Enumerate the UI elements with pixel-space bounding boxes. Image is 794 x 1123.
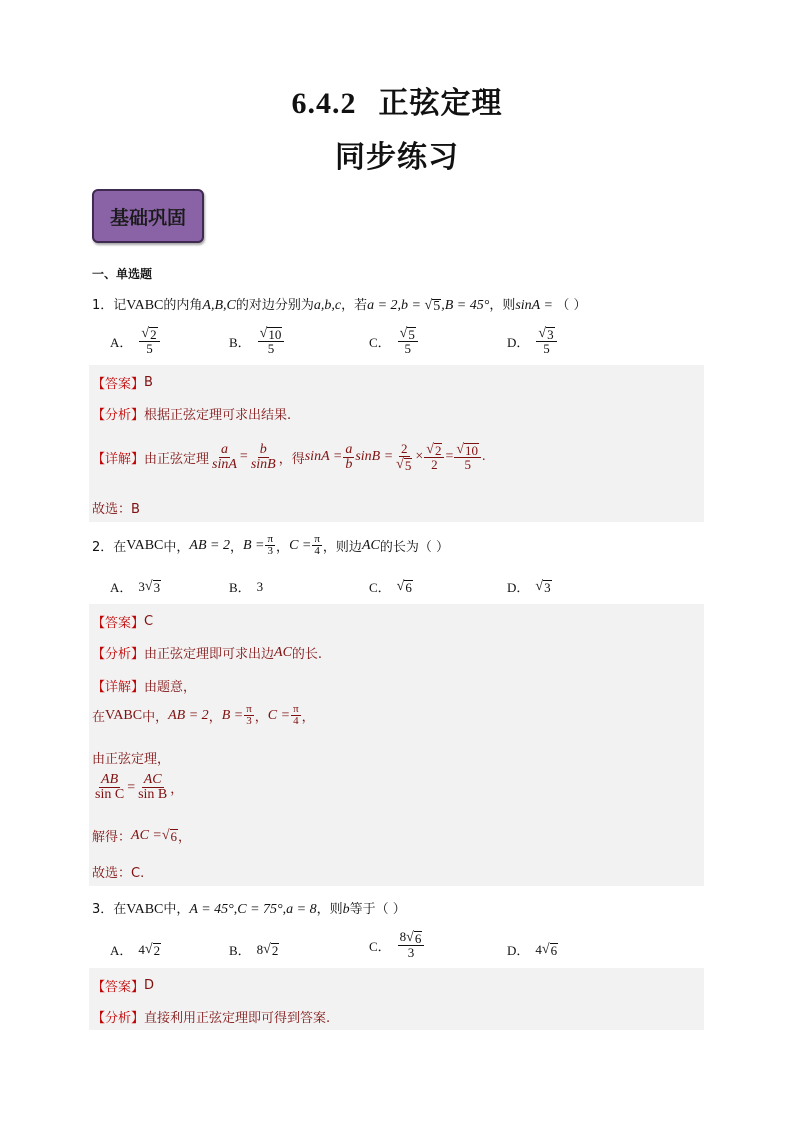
stem-text: 的内角 xyxy=(163,298,203,313)
denominator: 3 xyxy=(267,545,274,557)
denominator: sin B xyxy=(138,787,168,802)
option-label: C． xyxy=(369,334,391,350)
answer-tag: 【答案】 xyxy=(92,980,145,995)
stem-text: 在 xyxy=(113,902,127,917)
radicand: 6 xyxy=(170,828,178,844)
option-b[interactable]: B． 8 √ 2 xyxy=(229,941,279,958)
coefficient: 4 xyxy=(535,941,542,957)
analysis-text: 根据正弦定理可求出结果. xyxy=(144,408,292,423)
question-number: 2． xyxy=(92,540,114,555)
option-value: 3 xyxy=(256,578,264,594)
radicand: 6 xyxy=(405,579,412,595)
math-triangle: VABC xyxy=(126,537,164,553)
math-expr: C = xyxy=(267,707,291,723)
page-title xyxy=(0,78,794,122)
math-expr: sinB = xyxy=(355,449,394,464)
detail-text: ， xyxy=(170,782,184,797)
stem-text: 在 xyxy=(113,540,127,555)
stem-text: 记 xyxy=(113,298,127,313)
section-number: 6.4.2 xyxy=(291,87,357,120)
fraction xyxy=(291,704,301,727)
analysis-tag: 【分析】 xyxy=(92,408,145,423)
math-var: b xyxy=(342,902,350,917)
sqrt: √ 5 xyxy=(424,298,441,314)
detail-text: 由题意， xyxy=(144,680,197,695)
radicand: 5 xyxy=(408,327,415,342)
option-label: C． xyxy=(369,580,391,595)
denominator: b xyxy=(345,456,353,472)
analysis-line-1 xyxy=(92,404,291,423)
option-label: D． xyxy=(507,580,530,595)
question-number: 3． xyxy=(92,902,114,917)
numerator: a xyxy=(220,441,228,457)
denominator: 2 xyxy=(431,457,438,472)
option-d[interactable]: D． 4 √ 6 xyxy=(507,941,558,958)
numerator: π xyxy=(293,703,299,715)
denominator: sinB xyxy=(250,456,276,472)
detail-line-2b xyxy=(92,704,315,727)
stem-text: ， xyxy=(276,540,290,555)
answer-tag: 【答案】 xyxy=(92,377,145,392)
option-label: C． xyxy=(369,938,391,954)
detail-text: 由正弦定理 xyxy=(144,451,210,467)
denominator: 4 xyxy=(293,715,299,727)
answer-line-1 xyxy=(92,373,153,392)
option-label: A． xyxy=(110,580,133,595)
math-expr: AC = xyxy=(131,827,162,843)
coefficient: 4 xyxy=(138,941,145,957)
fraction: √ 5 5 xyxy=(398,326,418,356)
answer-line-3 xyxy=(92,976,154,995)
fraction xyxy=(343,443,354,472)
fraction: √ 2 2 xyxy=(424,442,444,472)
denominator: 3 xyxy=(246,715,252,727)
math-expr: sinA = xyxy=(515,298,557,313)
detail-text: ， xyxy=(301,710,315,725)
fraction xyxy=(249,443,278,472)
radicand: 3 xyxy=(544,579,551,595)
option-c[interactable] xyxy=(369,326,419,356)
math-expr: AB = 2 xyxy=(168,707,209,723)
question-1-stem xyxy=(92,294,587,314)
radicand: 2 xyxy=(434,443,442,458)
fraction xyxy=(265,534,275,557)
fraction: 8 √ 6 3 xyxy=(398,930,425,960)
numerator: π xyxy=(314,533,320,545)
radicand: 3 xyxy=(547,327,554,342)
denominator: 5 xyxy=(543,341,550,356)
math-vars: a,b,c xyxy=(313,298,342,313)
radicand: 5 xyxy=(404,458,412,473)
answer-line-2 xyxy=(92,612,153,631)
option-a[interactable] xyxy=(110,326,161,356)
answer-tag: 【答案】 xyxy=(92,616,145,631)
math-var: AC xyxy=(274,644,292,660)
option-c[interactable] xyxy=(369,930,425,960)
stem-text: ，则 xyxy=(316,902,343,917)
detail-text: 中， xyxy=(142,710,169,725)
detail-text: ， xyxy=(178,830,192,845)
option-d[interactable]: D． √ 3 xyxy=(507,578,551,595)
analysis-tag: 【分析】 xyxy=(92,1011,145,1026)
math-expr: AB = 2 xyxy=(189,537,230,553)
math-triangle: VABC xyxy=(126,298,164,313)
numerator: 2 xyxy=(401,441,408,456)
option-d[interactable] xyxy=(507,326,558,356)
math-expr: sinA = xyxy=(304,449,343,464)
fraction xyxy=(136,773,169,802)
answer-value: C xyxy=(144,614,154,629)
math-expr: C = 75° xyxy=(237,902,283,917)
numerator: π xyxy=(246,703,252,715)
numerator: π xyxy=(267,533,274,545)
detail-text: 在 xyxy=(92,710,106,725)
times-sign: × xyxy=(415,449,424,464)
denominator: sin C xyxy=(95,787,125,802)
radicand: 6 xyxy=(550,942,558,958)
stem-text: 中， xyxy=(163,540,190,555)
denominator: 5 xyxy=(267,341,275,356)
math-expr: a = 8 xyxy=(286,902,317,917)
radicand: 2 xyxy=(153,942,161,958)
numerator: a xyxy=(345,441,353,457)
fraction xyxy=(312,534,322,557)
stem-text: （ ） xyxy=(556,298,587,313)
denominator: 5 xyxy=(404,341,412,356)
conclusion-2: 故选：C. xyxy=(92,866,145,881)
stem-text: ，若 xyxy=(341,298,368,313)
detail-line-2d: $\frac{AB}{\text{sin C}}$ = $\frac{AC}{\text{sin B}}$ ， xyxy=(95,772,184,802)
option-label: B． xyxy=(229,580,251,595)
math-sep: , xyxy=(282,902,287,917)
coefficient: 8 xyxy=(399,929,407,944)
detail-text: ， xyxy=(208,710,222,725)
numerator: AC xyxy=(143,772,162,787)
stem-text: 等于（ ） xyxy=(349,902,406,917)
analysis-text: 的长. xyxy=(291,647,323,662)
question-3-stem xyxy=(92,898,406,918)
period: . xyxy=(482,449,486,464)
denominator: 4 xyxy=(314,545,320,557)
denominator: 5 xyxy=(464,457,471,472)
answer-value: B xyxy=(144,375,153,390)
math-sep: , xyxy=(233,902,238,917)
detail-line-2c: 由正弦定理， xyxy=(92,752,171,767)
option-label: B． xyxy=(229,943,251,958)
analysis-tag: 【分析】 xyxy=(92,647,145,662)
option-label: A． xyxy=(110,334,133,350)
equals-sign: = xyxy=(445,449,454,464)
math-triangle: VABC xyxy=(105,707,143,723)
stem-text: ，则边 xyxy=(322,540,362,555)
option-b[interactable] xyxy=(229,326,285,356)
math-expr: B = xyxy=(221,707,244,723)
detail-text: 解得： xyxy=(92,830,132,845)
detail-text: ， xyxy=(254,710,268,725)
math-vars: A,B,C xyxy=(202,298,236,313)
detail-text: ，得 xyxy=(278,451,305,467)
radicand: 5 xyxy=(433,299,441,314)
math-expr: a = 2,b = xyxy=(367,298,425,313)
numerator: b xyxy=(259,441,267,457)
section-badge: 基础巩固 xyxy=(92,189,204,243)
stem-text: 中， xyxy=(163,902,190,917)
fraction xyxy=(244,704,254,727)
math-expr: ,B = 45° xyxy=(441,298,490,313)
fraction xyxy=(93,773,126,802)
radicand: 10 xyxy=(465,443,479,458)
denominator: sinA xyxy=(212,456,237,472)
analysis-text: 直接利用正弦定理即可得到答案. xyxy=(144,1011,331,1026)
conclusion-1: 故选：B xyxy=(92,502,140,517)
page-subtitle: 同步练习 xyxy=(335,140,459,175)
option-label: B． xyxy=(229,334,251,350)
coefficient: 8 xyxy=(256,941,264,957)
radicand: 2 xyxy=(150,327,157,342)
stem-text: 的长为（ ） xyxy=(379,540,449,555)
denominator: 5 xyxy=(146,341,153,356)
analysis-line-3 xyxy=(92,1007,330,1026)
numerator: AB xyxy=(101,772,119,787)
answer-value: D xyxy=(144,978,155,993)
coefficient: 3 xyxy=(138,578,145,594)
fraction: √ 10 5 xyxy=(258,326,285,356)
section-heading: 一、单选题 xyxy=(92,267,153,281)
analysis-text: 由正弦定理即可求出边 xyxy=(144,647,275,662)
detail-line-2e: 解得： AC = √ 6 ， xyxy=(92,827,192,845)
option-label: D． xyxy=(507,943,530,958)
radicand: 3 xyxy=(153,579,161,595)
detail-line-1: 【详解】 由正弦定理 $\frac{a}{\sin A}$ = $\frac{b}{\sin B}$ ，得 sinA = $\frac{a}{b}$ sinB = 2 √ 5 × √ 2 2 = √ 10 5 . xyxy=(92,441,486,473)
option-c[interactable]: C． √ 6 xyxy=(369,578,412,595)
option-a[interactable]: A． 3 √ 3 xyxy=(110,578,161,595)
denominator: 3 xyxy=(407,945,415,960)
radicand: 10 xyxy=(268,327,282,342)
detail-line-2 xyxy=(92,676,196,695)
fraction: 2 √ 5 xyxy=(396,441,412,473)
analysis-line-2 xyxy=(92,643,322,662)
stem-text: ，则 xyxy=(489,298,516,313)
detail-tag: 【详解】 xyxy=(92,680,145,695)
fraction xyxy=(210,443,239,472)
option-b[interactable] xyxy=(229,577,263,596)
math-expr: B = xyxy=(242,537,265,553)
fraction: √ 10 5 xyxy=(454,442,481,472)
option-label: A． xyxy=(110,943,133,958)
detail-tag: 【详解】 xyxy=(92,451,145,467)
stem-text: 的对边分别为 xyxy=(235,298,314,313)
title-text: 正弦定理 xyxy=(378,86,503,121)
math-expr: AC xyxy=(361,537,380,553)
option-a[interactable]: A． 4 √ 2 xyxy=(110,941,161,958)
fraction: √ 2 5 xyxy=(139,326,159,356)
fraction: √ 3 5 xyxy=(536,326,556,356)
stem-text: ， xyxy=(229,540,243,555)
math-triangle: VABC xyxy=(126,902,164,917)
option-label: D． xyxy=(507,334,530,350)
radicand: 6 xyxy=(414,931,422,946)
question-number: 1． xyxy=(92,298,114,313)
math-expr: A = 45° xyxy=(189,902,234,917)
question-2-stem xyxy=(92,534,449,557)
math-expr: C = xyxy=(289,537,312,553)
radicand: 2 xyxy=(271,942,279,958)
